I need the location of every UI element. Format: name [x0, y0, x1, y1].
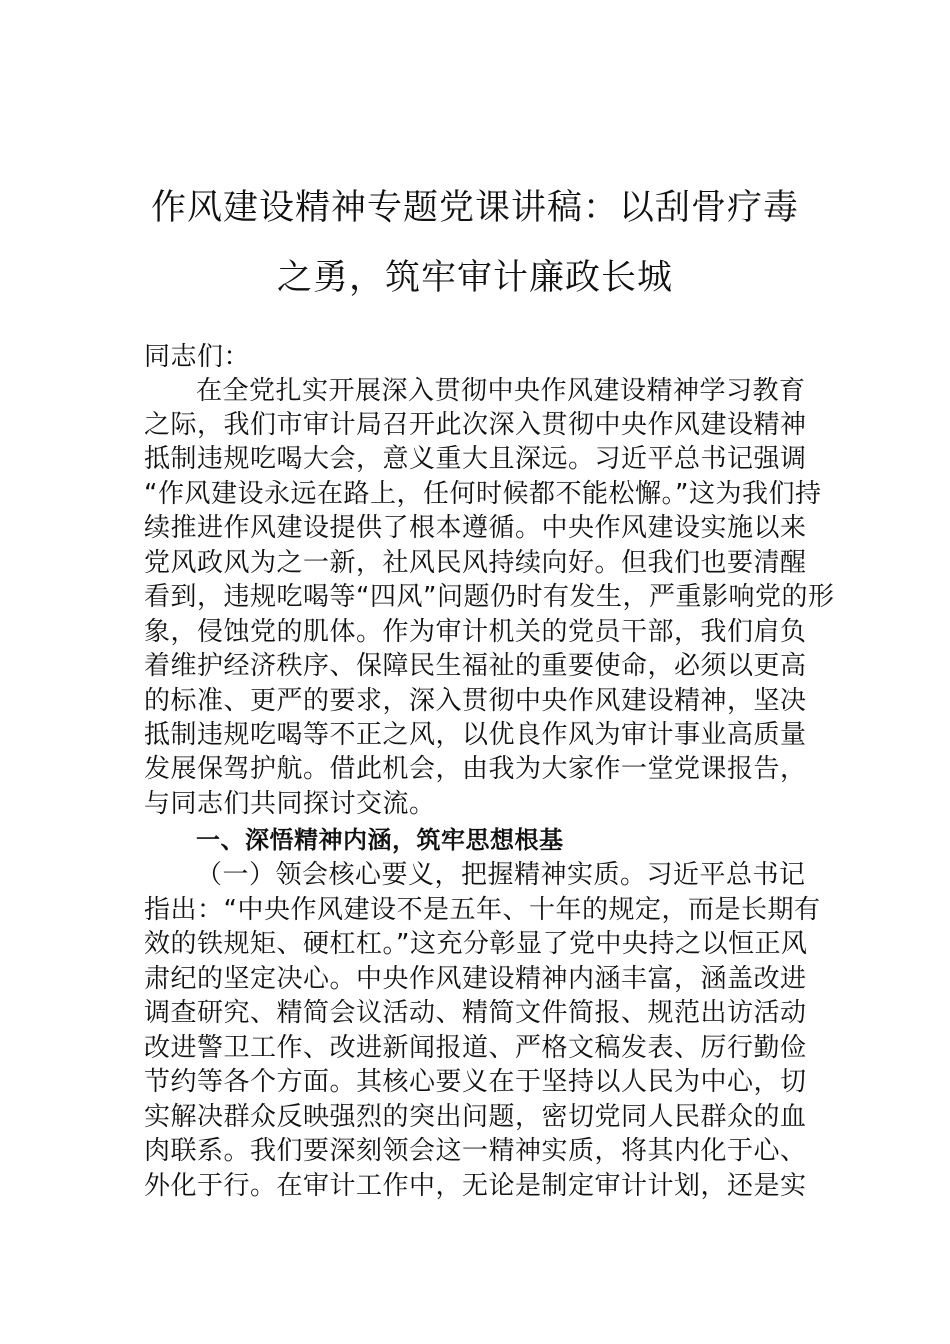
- paragraph-line: 之际，我们市审计局召开此次深入贯彻中央作风建设精神: [144, 410, 807, 440]
- paragraph-line: 调查研究、精简会议活动、精简文件简报、规范出访活动: [144, 998, 807, 1028]
- paragraph-line: 实解决群众反映强烈的突出问题，密切党同人民群众的血: [144, 1102, 807, 1132]
- paragraph-line: 效的铁规矩、硬杠杠。”这充分彰显了党中央持之以恒正风: [144, 929, 808, 959]
- paragraph-line: 看到，违规吃喝等“四风”问题仍时有发生，严重影响党的形: [144, 582, 835, 612]
- paragraph-line: 着维护经济秩序、保障民生福祉的重要使命，必须以更高: [144, 651, 807, 681]
- paragraph-line: 指出：“中央作风建设不是五年、十年的规定，而是长期有: [144, 895, 821, 925]
- paragraph-line: 肃纪的坚定决心。中央作风建设精神内涵丰富，涵盖改进: [144, 964, 807, 994]
- paragraph-line: 发展保驾护航。借此机会，由我为大家作一堂党课报告，: [144, 754, 807, 784]
- paragraph-line: 象，侵蚀党的肌体。作为审计机关的党员干部，我们肩负: [144, 617, 807, 647]
- paragraph-line: 的标准、更严的要求，深入贯彻中央作风建设精神，坚决: [144, 686, 807, 716]
- paragraph-line: 抵制违规吃喝等不正之风，以优良作风为审计事业高质量: [144, 720, 807, 750]
- paragraph-line: 外化于行。在审计工作中，无论是制定审计计划，还是实: [144, 1171, 807, 1201]
- paragraph-line: 肉联系。我们要深刻领会这一精神实质，将其内化于心、: [144, 1136, 807, 1166]
- section-heading: 一、深悟精神内涵，筑牢思想根基: [196, 826, 564, 854]
- paragraph-line: （一）领会核心要义，把握精神实质。习近平总书记: [196, 860, 806, 890]
- paragraph-line: 在全党扎实开展深入贯彻中央作风建设精神学习教育: [196, 376, 806, 406]
- paragraph-line: 节约等各个方面。其核心要义在于坚持以人民为中心，切: [144, 1067, 807, 1097]
- document-title-line-1: 作风建设精神专题党课讲稿：以刮骨疗毒: [150, 188, 799, 228]
- paragraph-line: “作风建设永远在路上，任何时候都不能松懈。”这为我们持: [144, 479, 822, 509]
- paragraph-line: 改进警卫工作、改进新闻报道、严格文稿发表、厉行勤俭: [144, 1033, 807, 1063]
- salutation: 同志们：: [144, 342, 251, 372]
- paragraph-line: 续推进作风建设提供了根本遵循。中央作风建设实施以来: [144, 513, 807, 543]
- paragraph-line: 与同志们共同探讨交流。: [144, 789, 436, 819]
- document-title-line-2: 之勇，筑牢审计廉政长城: [276, 258, 673, 298]
- paragraph-line: 抵制违规吃喝大会，意义重大且深远。习近平总书记强调: [144, 444, 807, 474]
- paragraph-line: 党风政风为之一新，社风民风持续向好。但我们也要清醒: [144, 548, 807, 578]
